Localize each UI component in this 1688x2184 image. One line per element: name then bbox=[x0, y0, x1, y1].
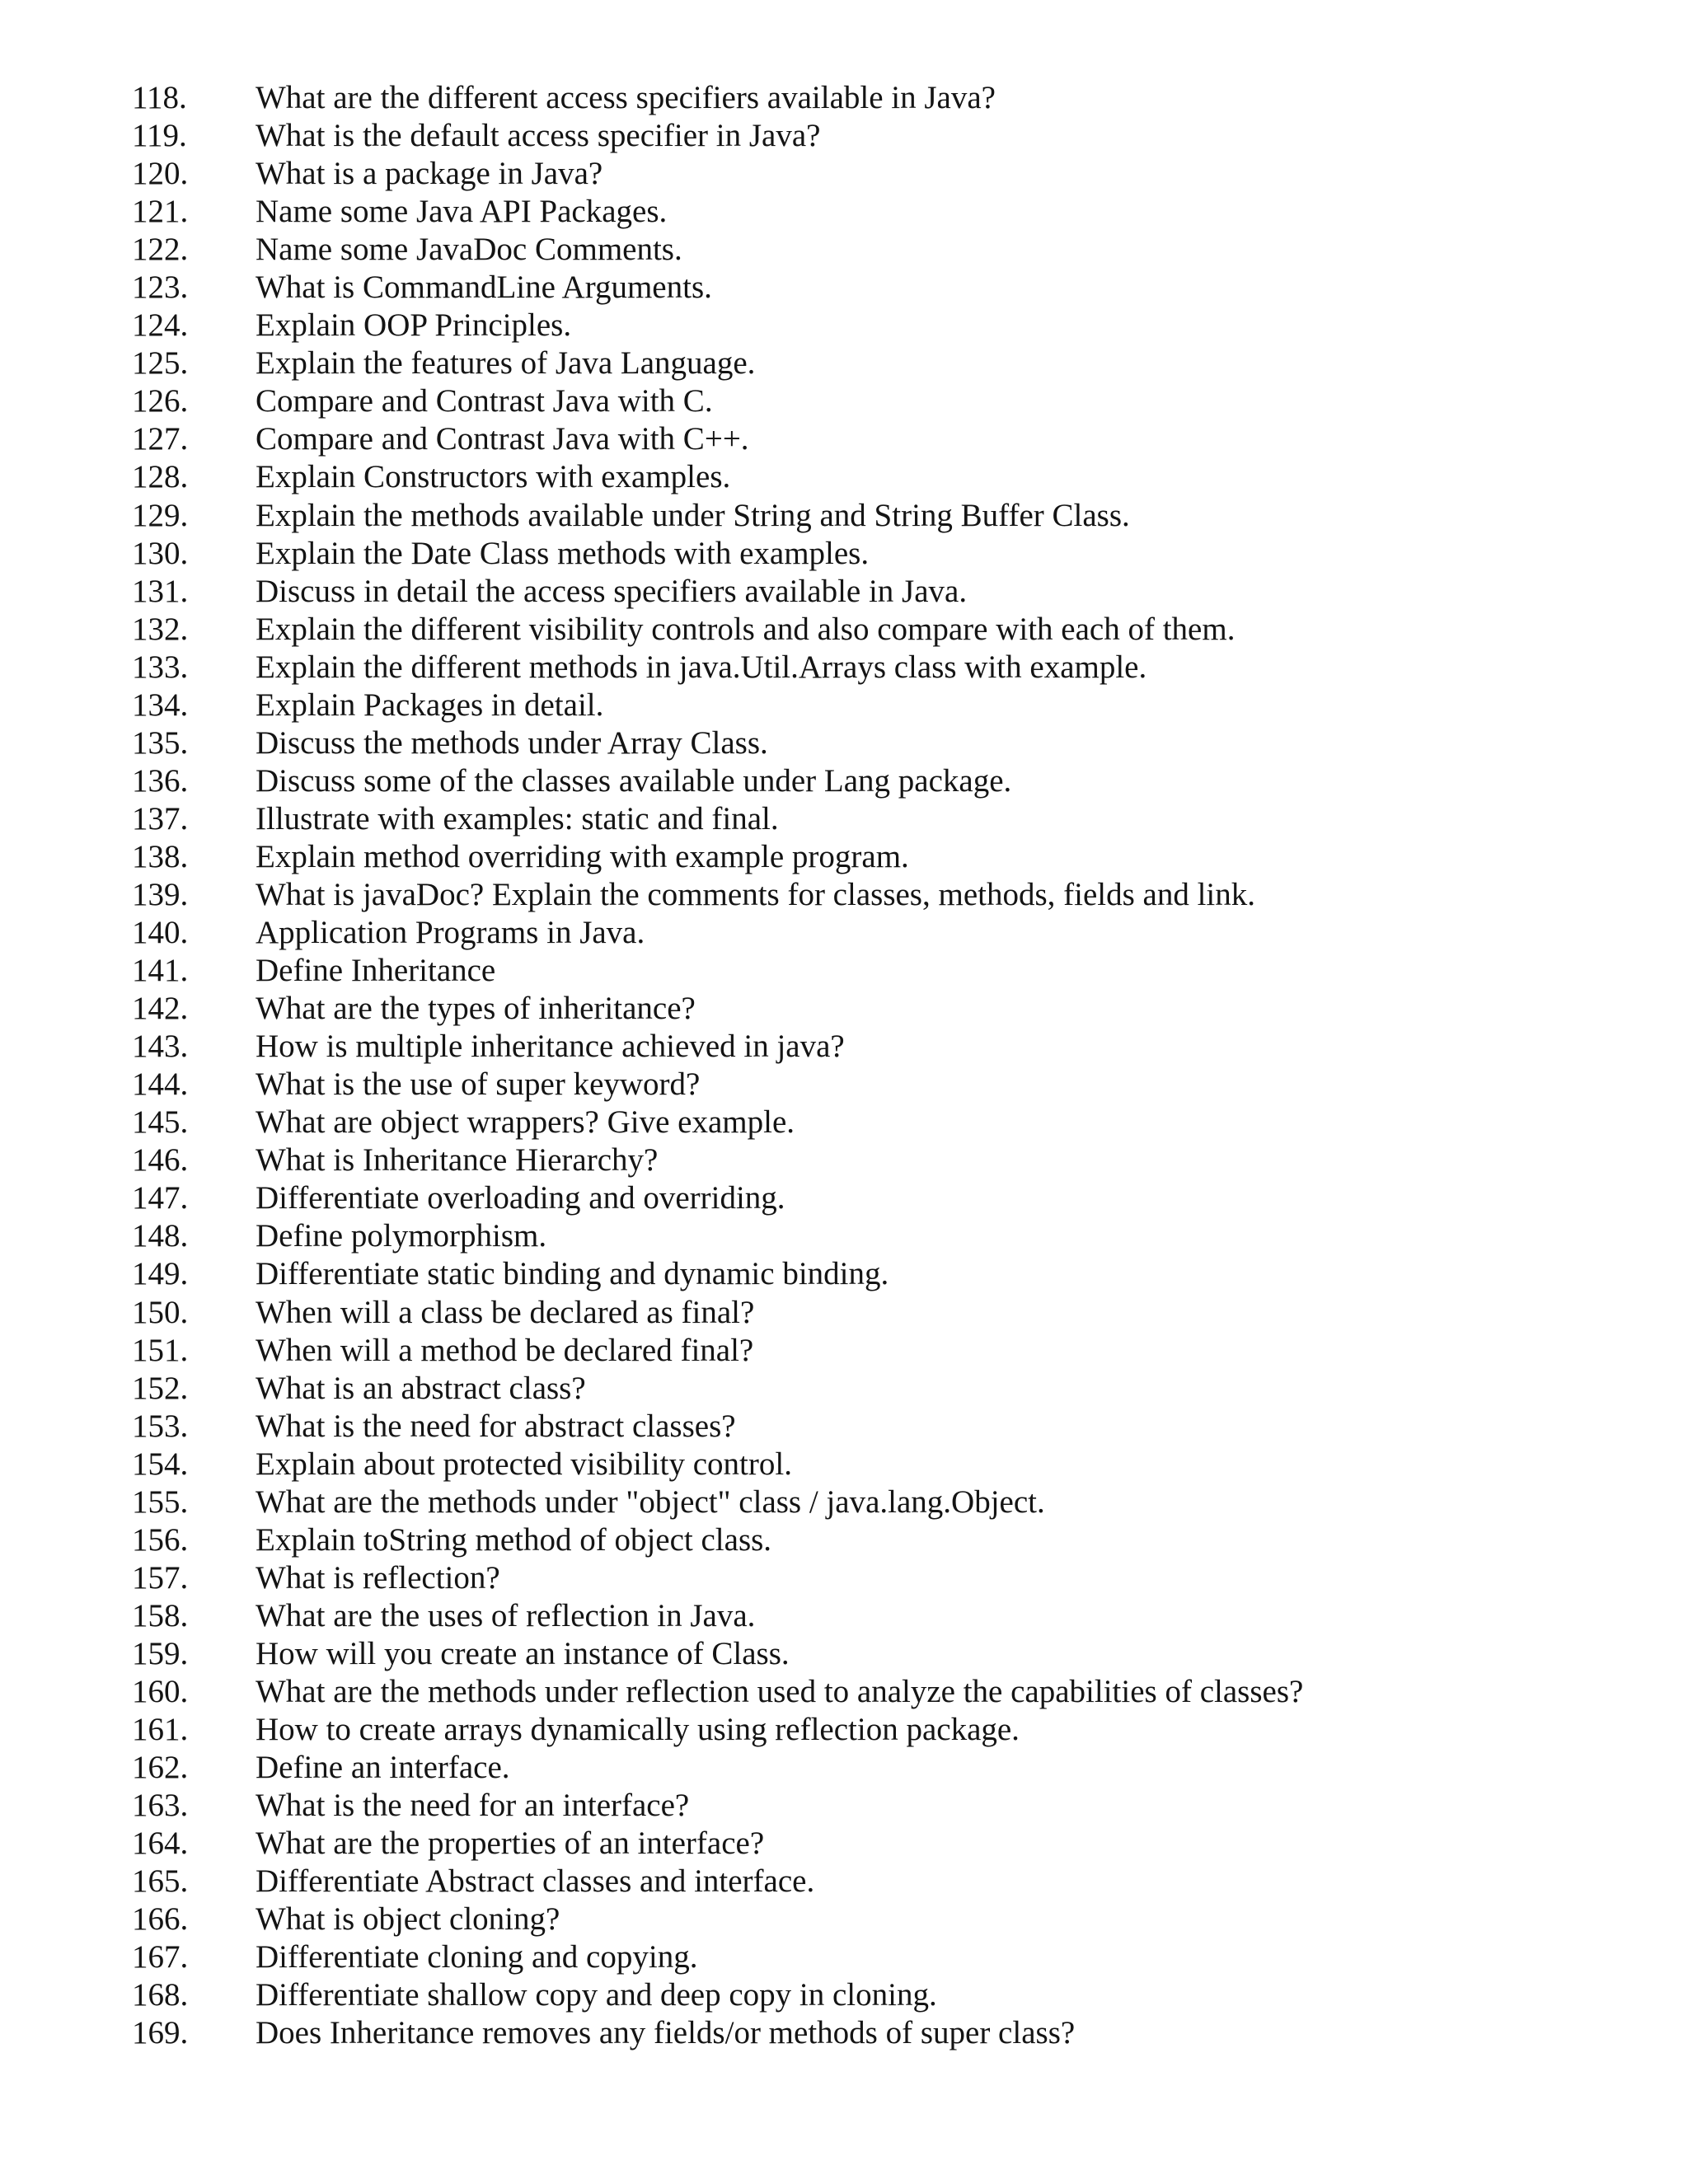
question-number: 131. bbox=[132, 573, 189, 609]
question-item bbox=[0, 1104, 1688, 1141]
question-number: 165. bbox=[132, 1863, 189, 1900]
question-item bbox=[0, 1635, 1688, 1673]
question-number: 163. bbox=[132, 1788, 189, 1824]
question-text: Explain the features of Java Language. bbox=[256, 345, 756, 382]
question-text: Explain toString method of object class. bbox=[256, 1521, 772, 1558]
question-number: 126. bbox=[132, 383, 189, 419]
question-item bbox=[0, 1255, 1688, 1293]
question-item bbox=[0, 1521, 1688, 1559]
question-item bbox=[0, 724, 1688, 762]
question-text: What is the default access specifier in Java? bbox=[256, 118, 821, 154]
question-item bbox=[0, 611, 1688, 649]
question-item bbox=[0, 1976, 1688, 2014]
question-item bbox=[0, 1483, 1688, 1521]
question-item bbox=[0, 1787, 1688, 1825]
question-number: 125. bbox=[132, 345, 189, 382]
question-number: 157. bbox=[132, 1559, 189, 1596]
question-text: What is reflection? bbox=[256, 1559, 500, 1596]
question-item bbox=[0, 1332, 1688, 1370]
question-number: 132. bbox=[132, 611, 189, 647]
question-text: Does Inheritance removes any fields/or methods of super class? bbox=[256, 2015, 1076, 2051]
question-number: 164. bbox=[132, 1825, 189, 1862]
question-number: 122. bbox=[132, 232, 189, 268]
question-item bbox=[0, 382, 1688, 420]
question-text: How is multiple inheritance achieved in java? bbox=[256, 1029, 845, 1065]
question-text: Explain the different visibility controls and also compare with each of them. bbox=[256, 611, 1236, 647]
question-item bbox=[0, 952, 1688, 990]
question-number: 162. bbox=[132, 1750, 189, 1786]
question-text: Discuss in detail the access specifiers available in Java. bbox=[256, 573, 968, 609]
question-text: When will a class be declared as final? bbox=[256, 1294, 755, 1330]
question-number: 147. bbox=[132, 1180, 189, 1216]
question-number: 144. bbox=[132, 1066, 189, 1103]
question-number: 149. bbox=[132, 1256, 189, 1292]
question-number: 146. bbox=[132, 1142, 189, 1179]
question-text: Differentiate overloading and overriding. bbox=[256, 1180, 785, 1216]
question-number: 160. bbox=[132, 1673, 189, 1709]
question-item bbox=[0, 1294, 1688, 1332]
question-list bbox=[0, 79, 1688, 2052]
question-text: What is the use of super keyword? bbox=[256, 1066, 701, 1103]
question-number: 141. bbox=[132, 953, 189, 989]
question-item bbox=[0, 231, 1688, 269]
question-item bbox=[0, 1749, 1688, 1787]
question-item bbox=[0, 990, 1688, 1028]
question-number: 169. bbox=[132, 2015, 189, 2051]
question-number: 120. bbox=[132, 156, 189, 192]
question-item bbox=[0, 1900, 1688, 1938]
question-text: What is javaDoc? Explain the comments for classes, methods, fields and link. bbox=[256, 876, 1256, 912]
question-number: 154. bbox=[132, 1446, 189, 1482]
question-text: Explain OOP Principles. bbox=[256, 307, 572, 344]
question-item bbox=[0, 1825, 1688, 1863]
question-item bbox=[0, 1370, 1688, 1408]
question-text: Compare and Contrast Java with C. bbox=[256, 383, 713, 419]
question-number: 153. bbox=[132, 1408, 189, 1444]
question-number: 138. bbox=[132, 838, 189, 874]
question-number: 139. bbox=[132, 876, 189, 912]
question-number: 158. bbox=[132, 1597, 189, 1633]
question-text: What is the need for an interface? bbox=[256, 1788, 690, 1824]
question-number: 134. bbox=[132, 687, 189, 723]
question-text: Explain the Date Class methods with examples. bbox=[256, 535, 870, 571]
question-text: Define polymorphism. bbox=[256, 1218, 547, 1254]
question-text: What are the uses of reflection in Java. bbox=[256, 1597, 756, 1633]
question-number: 119. bbox=[132, 118, 187, 154]
question-number: 159. bbox=[132, 1635, 189, 1671]
question-item bbox=[0, 269, 1688, 307]
question-number: 127. bbox=[132, 421, 189, 457]
question-number: 161. bbox=[132, 1712, 189, 1748]
question-number: 168. bbox=[132, 1977, 189, 2013]
question-item bbox=[0, 497, 1688, 535]
question-number: 145. bbox=[132, 1104, 189, 1141]
question-text: Differentiate shallow copy and deep copy in cloning. bbox=[256, 1977, 937, 2013]
question-item bbox=[0, 1559, 1688, 1597]
question-text: Explain the different methods in java.Util.Arrays class with example. bbox=[256, 649, 1147, 685]
question-number: 124. bbox=[132, 307, 189, 344]
question-item bbox=[0, 573, 1688, 611]
question-text: What are the different access specifiers available in Java? bbox=[256, 80, 996, 115]
question-number: 136. bbox=[132, 762, 189, 799]
question-item bbox=[0, 876, 1688, 914]
question-text: Illustrate with examples: static and final. bbox=[256, 800, 779, 837]
question-text: When will a method be declared final? bbox=[256, 1332, 754, 1368]
question-item bbox=[0, 458, 1688, 496]
question-number: 148. bbox=[132, 1218, 189, 1254]
question-item bbox=[0, 2014, 1688, 2052]
question-item bbox=[0, 838, 1688, 876]
question-item bbox=[0, 1066, 1688, 1104]
question-number: 137. bbox=[132, 800, 189, 837]
question-number: 143. bbox=[132, 1029, 189, 1065]
question-text: Define an interface. bbox=[256, 1750, 510, 1786]
question-item bbox=[0, 762, 1688, 800]
question-item bbox=[0, 420, 1688, 458]
question-text: What are object wrappers? Give example. bbox=[256, 1104, 795, 1141]
question-item bbox=[0, 1673, 1688, 1711]
question-number: 150. bbox=[132, 1294, 189, 1330]
question-text: What are the methods under "object" class / java.lang.Object. bbox=[256, 1483, 1045, 1520]
question-text: What is Inheritance Hierarchy? bbox=[256, 1142, 659, 1179]
question-item bbox=[0, 1938, 1688, 1976]
question-number: 166. bbox=[132, 1901, 189, 1938]
question-item bbox=[0, 117, 1688, 155]
question-text: How to create arrays dynamically using reflection package. bbox=[256, 1712, 1020, 1748]
question-number: 129. bbox=[132, 497, 189, 533]
question-number: 155. bbox=[132, 1483, 189, 1520]
question-text: Name some Java API Packages. bbox=[256, 194, 668, 230]
question-text: What is CommandLine Arguments. bbox=[256, 269, 712, 306]
question-text: Explain Constructors with examples. bbox=[256, 459, 731, 495]
question-item bbox=[0, 1711, 1688, 1749]
question-item bbox=[0, 1446, 1688, 1483]
question-text: Explain method overriding with example program. bbox=[256, 838, 909, 874]
question-item bbox=[0, 344, 1688, 382]
question-number: 152. bbox=[132, 1370, 189, 1406]
question-number: 151. bbox=[132, 1332, 189, 1368]
question-item bbox=[0, 1597, 1688, 1635]
question-item bbox=[0, 914, 1688, 952]
question-text: Explain the methods available under String and String Buffer Class. bbox=[256, 497, 1130, 533]
question-item bbox=[0, 79, 1688, 117]
question-text: How will you create an instance of Class. bbox=[256, 1635, 790, 1671]
question-number: 142. bbox=[132, 991, 189, 1027]
question-number: 118. bbox=[132, 80, 187, 115]
question-number: 130. bbox=[132, 535, 189, 571]
question-text: Discuss the methods under Array Class. bbox=[256, 724, 768, 761]
question-text: Differentiate cloning and copying. bbox=[256, 1939, 698, 1975]
question-number: 123. bbox=[132, 269, 189, 306]
question-item bbox=[0, 1028, 1688, 1066]
question-item bbox=[0, 1141, 1688, 1179]
question-item bbox=[0, 535, 1688, 573]
question-text: What is object cloning? bbox=[256, 1901, 560, 1938]
question-item bbox=[0, 1179, 1688, 1217]
question-number: 121. bbox=[132, 194, 189, 230]
question-number: 140. bbox=[132, 915, 189, 951]
question-text: What is an abstract class? bbox=[256, 1370, 586, 1406]
question-text: Differentiate static binding and dynamic binding. bbox=[256, 1256, 889, 1292]
question-text: What are the properties of an interface? bbox=[256, 1825, 765, 1862]
question-number: 156. bbox=[132, 1521, 189, 1558]
question-item bbox=[0, 1863, 1688, 1900]
question-text: Differentiate Abstract classes and interface. bbox=[256, 1863, 815, 1900]
question-item bbox=[0, 155, 1688, 193]
question-text: Application Programs in Java. bbox=[256, 915, 645, 951]
question-number: 167. bbox=[132, 1939, 189, 1975]
question-item bbox=[0, 193, 1688, 231]
question-item bbox=[0, 1408, 1688, 1446]
question-text: What are the types of inheritance? bbox=[256, 991, 696, 1027]
question-text: Explain about protected visibility control. bbox=[256, 1446, 792, 1482]
question-number: 135. bbox=[132, 724, 189, 761]
question-item bbox=[0, 800, 1688, 838]
question-item bbox=[0, 1217, 1688, 1255]
question-item bbox=[0, 687, 1688, 724]
question-text: Name some JavaDoc Comments. bbox=[256, 232, 682, 268]
question-number: 128. bbox=[132, 459, 189, 495]
question-text: Define Inheritance bbox=[256, 953, 496, 989]
question-text: What is the need for abstract classes? bbox=[256, 1408, 736, 1444]
question-text: Discuss some of the classes available under Lang package. bbox=[256, 762, 1012, 799]
question-text: Compare and Contrast Java with C++. bbox=[256, 421, 749, 457]
question-text: Explain Packages in detail. bbox=[256, 687, 604, 723]
question-item bbox=[0, 649, 1688, 687]
question-item bbox=[0, 307, 1688, 344]
question-number: 133. bbox=[132, 649, 189, 685]
question-text: What are the methods under reflection used to analyze the capabilities of classes? bbox=[256, 1673, 1304, 1709]
question-text: What is a package in Java? bbox=[256, 156, 603, 192]
